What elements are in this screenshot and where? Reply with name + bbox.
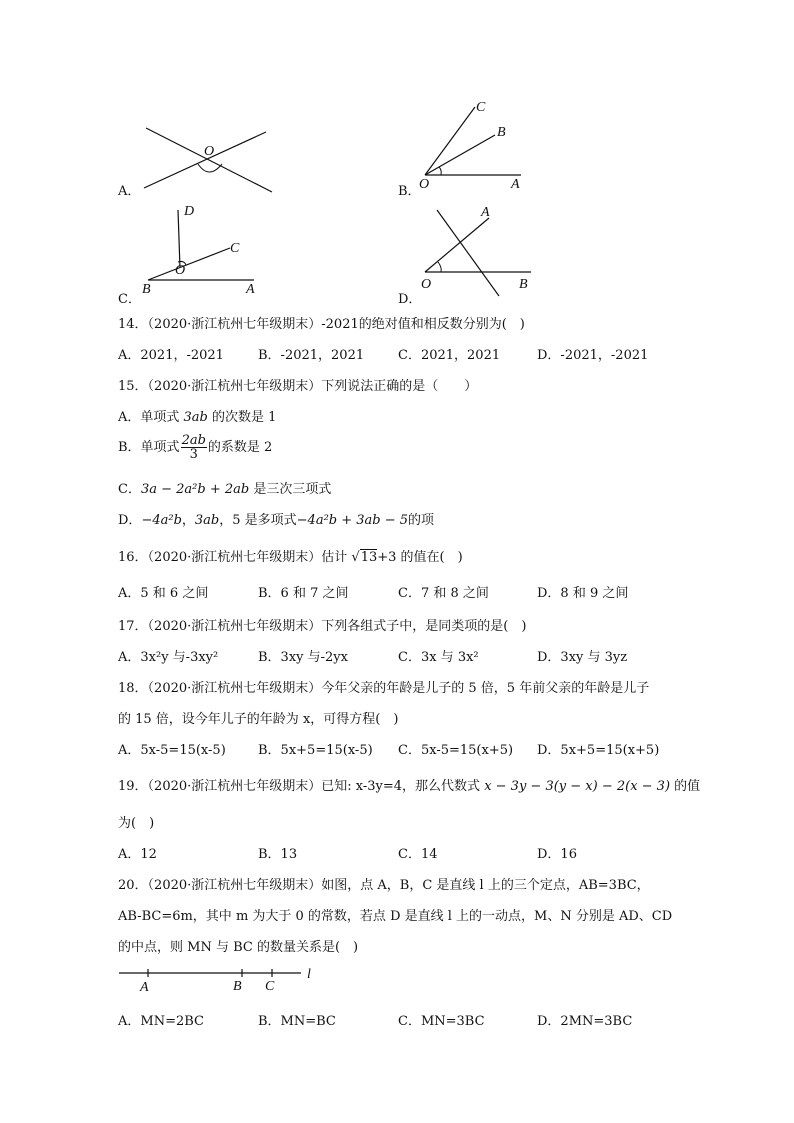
question-17-option-d: D．3xy 与 3yz <box>537 650 628 665</box>
question-20-option-d: D．2MN=3BC <box>537 1014 633 1029</box>
figure-d-angle-arc <box>438 262 441 272</box>
figure-b-ray-ob <box>425 135 495 175</box>
q15-a-suffix: 的次数是 1 <box>207 410 277 425</box>
q15-b-prefix: B．单项式 <box>118 440 180 455</box>
q15-d-sep-1: ， <box>181 513 195 528</box>
question-19-stem-line-2: 为( ) <box>118 816 155 831</box>
question-18-stem-line-1: 18．（2020·浙江杭州七年级期末）今年父亲的年龄是儿子的 5 倍，5 年前父亲的年龄是儿子 <box>118 681 650 696</box>
question-14-stem: 14．（2020·浙江杭州七年级期末）-2021的绝对值和相反数分别为( ) <box>118 317 525 332</box>
q15-b-denominator: 3 <box>189 447 198 462</box>
figure-c-label-b: B <box>142 282 151 297</box>
question-19-option-a: A．12 <box>118 847 157 862</box>
figure-d-ray-oa <box>425 218 489 272</box>
figure-c-label-c: C <box>230 241 240 256</box>
figure-b-angles <box>415 95 545 195</box>
sqrt-icon: √ <box>351 550 360 565</box>
q20-label-l: l <box>307 967 311 982</box>
figure-d-angle-with-line <box>415 198 545 298</box>
figure-c-ray-bc <box>148 248 230 280</box>
question-18-option-d: D．5x+5=15(x+5) <box>537 743 660 758</box>
question-17-option-b: B．3xy 与-2yx <box>258 650 348 665</box>
question-14-option-c: C．2021，2021 <box>398 348 501 363</box>
question-15-option-b <box>118 434 272 461</box>
figure-option-a-label: A． <box>118 184 141 199</box>
question-20-option-a: A．MN=2BC <box>118 1014 204 1029</box>
question-18-option-c: C．5x-5=15(x+5) <box>398 743 514 758</box>
q20-label-a: A <box>140 980 149 995</box>
question-16-option-b: B．6 和 7 之间 <box>258 586 349 601</box>
question-18-option-b: B．5x+5=15(x-5) <box>258 743 373 758</box>
figure-option-c-label: C． <box>118 292 141 307</box>
figure-d-label-o: O <box>421 277 432 292</box>
q15-b-numerator: 2ab <box>181 433 206 448</box>
q19-stem-suffix: 的值 <box>670 779 701 794</box>
question-17-option-c: C．3x 与 3x² <box>398 650 479 665</box>
q19-stem-prefix: 19．（2020·浙江杭州七年级期末）已知: x-3y=4，那么代数式 <box>118 779 485 794</box>
question-18-stem-line-2: 的 15 倍，设今年儿子的年龄为 x，可得方程( ) <box>118 712 399 727</box>
q15-c-prefix: C． <box>118 482 141 497</box>
question-19-option-b: B．13 <box>258 847 298 862</box>
q20-label-b: B <box>233 979 242 994</box>
question-19-option-d: D．16 <box>537 847 577 862</box>
q15-d-math-3: −4a²b + 3ab − 5 <box>296 513 409 528</box>
figure-d-crossing-line <box>437 210 499 296</box>
question-17-option-a: A．3x²y 与-3xy² <box>118 650 219 665</box>
figure-c-label-o: O <box>175 263 186 278</box>
question-15-option-d <box>118 509 434 528</box>
question-19-stem-line-1 <box>118 775 700 794</box>
question-16-stem <box>118 546 463 565</box>
figure-c-angles <box>138 198 268 298</box>
q16-stem-suffix: +3 的值在( ) <box>377 550 463 565</box>
figure-b-label-b: B <box>497 125 506 140</box>
question-20-stem-line-3: 的中点，则 MN 与 BC 的数量关系是( ) <box>118 940 359 955</box>
question-15-option-c <box>118 478 331 497</box>
figure-d-label-a: A <box>481 205 490 220</box>
q15-d-math-1: −4a²b <box>141 513 182 528</box>
q15-a-prefix: A．单项式 <box>118 410 184 425</box>
q20-label-c: C <box>265 979 275 994</box>
question-20-stem-line-1: 20．（2020·浙江杭州七年级期末）如图，点 A，B，C 是直线 l 上的三个定点，AB=3BC， <box>118 878 650 893</box>
question-20-number-line-figure <box>115 962 335 996</box>
question-18-option-a: A．5x-5=15(x-5) <box>118 743 226 758</box>
q15-d-prefix: D． <box>118 513 142 528</box>
q15-d-suffix: 的项 <box>408 513 435 528</box>
question-14-option-d: D．-2021，-2021 <box>537 348 649 363</box>
q19-expression: x − 3y − 3(y − x) − 2(x − 3) <box>484 779 671 794</box>
q15-d-math-2: 3ab <box>194 513 220 528</box>
figure-option-b-label: B． <box>398 184 421 199</box>
figure-c-label-a: A <box>246 282 255 297</box>
question-16-option-c: C．7 和 8 之间 <box>398 586 489 601</box>
figure-a-intersecting-lines <box>140 120 280 200</box>
question-15-option-a <box>118 406 276 425</box>
q16-stem-prefix: 16．（2020·浙江杭州七年级期末）估计 <box>118 550 352 565</box>
question-17-stem: 17．（2020·浙江杭州七年级期末）下列各组式子中，是同类项的是( ) <box>118 619 527 634</box>
question-16-option-d: D．8 和 9 之间 <box>537 586 629 601</box>
question-20-option-b: B．MN=BC <box>258 1014 336 1029</box>
q15-d-sep-2: ，5 是多项式 <box>219 513 297 528</box>
q15-a-math: 3ab <box>183 410 208 425</box>
figure-c-label-d: D <box>184 204 195 219</box>
q15-c-suffix: 是三次三项式 <box>249 482 332 497</box>
figure-b-label-o: O <box>419 177 430 192</box>
figure-b-angle-arc <box>439 167 441 175</box>
q15-b-fraction <box>181 434 207 461</box>
figure-d-label-b: B <box>519 277 528 292</box>
q15-c-math: 3a − 2a²b + 2ab <box>140 482 250 497</box>
question-14-option-b: B．-2021，2021 <box>258 348 365 363</box>
q15-b-suffix: 的系数是 2 <box>207 440 273 455</box>
question-19-option-c: C．14 <box>398 847 438 862</box>
figure-b-label-a: A <box>511 177 520 192</box>
question-20-option-c: C．MN=3BC <box>398 1014 485 1029</box>
figure-c-ray-od <box>178 210 180 268</box>
question-16-option-a: A．5 和 6 之间 <box>118 586 209 601</box>
figure-option-d-label: D． <box>398 292 422 307</box>
figure-b-ray-oc <box>425 107 475 175</box>
question-14-option-a: A．2021，-2021 <box>118 348 224 363</box>
q16-sqrt-value: 13 <box>360 550 378 565</box>
figure-b-label-c: C <box>476 100 486 115</box>
question-15-stem: 15．（2020·浙江杭州七年级期末）下列说法正确的是（ ） <box>118 379 478 394</box>
question-20-stem-line-2: AB-BC=6m，其中 m 为大于 0 的常数，若点 D 是直线 l 上的一动点，M、N 分别是 AD、CD <box>118 909 673 924</box>
figure-a-label-o: O <box>204 144 215 159</box>
